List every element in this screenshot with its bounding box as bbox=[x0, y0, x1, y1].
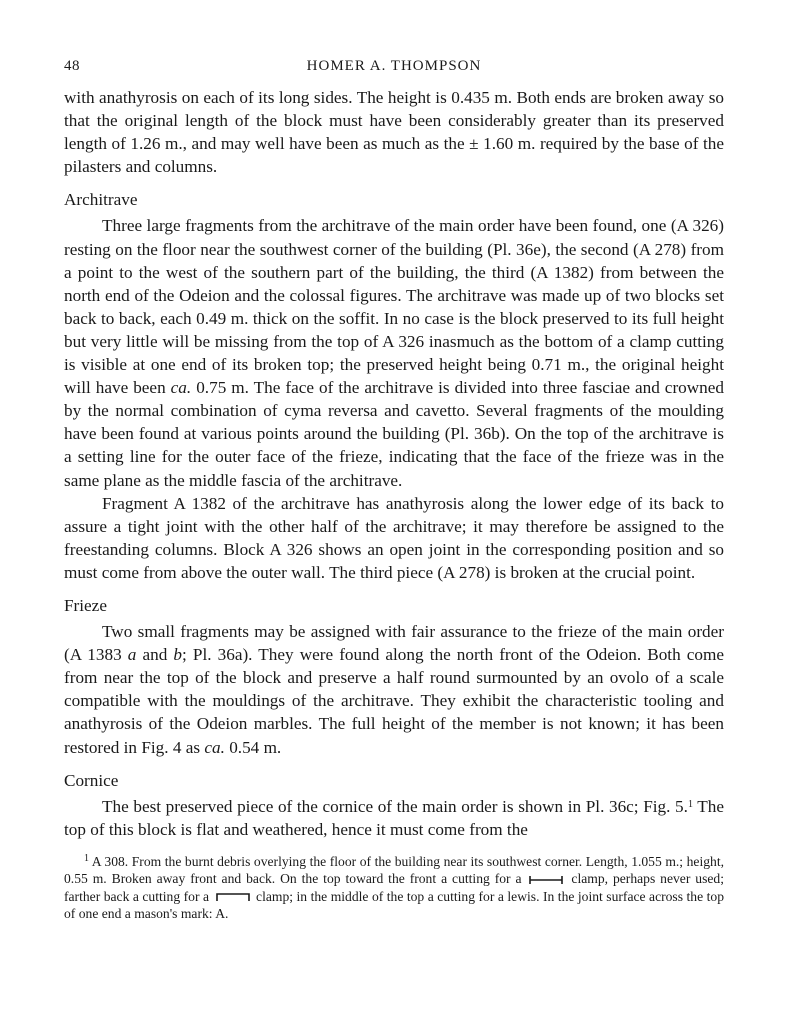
cornice-paragraph: The best preserved piece of the cornice of the main order is shown in Pl. 36c; Fig. 5.$^1$ The top of this block is flat and weathered, hence it must come from the bbox=[64, 796, 724, 839]
section-heading-architrave: Architrave bbox=[64, 190, 138, 210]
footnote-reference[interactable]: 1 bbox=[687, 798, 693, 810]
section-heading-frieze: Frieze bbox=[64, 595, 107, 615]
double-t-clamp-icon bbox=[528, 875, 564, 885]
page bbox=[64, 58, 724, 922]
page-number: 48 bbox=[64, 58, 80, 74]
footnote-marker: 1 bbox=[84, 852, 89, 864]
architrave-paragraph-1: Three large fragments from the architrave of the main order have been found, one (A 326) resting on the floor near the southwest corner of the building (Pl. 36e), the second (A 278) from a point to the west of the southern part of the building, the third (A 1382) from between the north end of the Odeion and the colossal figures. The architrave was made up of two blocks set back to back, each 0.49 m. thick on the soffit. In no case is the block preserved to its full height but very little will be missing from the top of A 326 inasmuch as the bottom of a clamp cutting is visible at one end of its broken top; the preserved height being 0.71 m., the original height will have been ca. 0.75 m. The face of the architrave is divided into three fasciae and crowned by the normal combination of cyma reversa and cavetto. Several fragments of the moulding have been found at various points around the building (Pl. 36b). On the top of the architrave is a setting line for the outer face of the frieze, indicating that the face of the frieze was in the same plane as the middle fascia of the architrave. bbox=[64, 216, 724, 490]
pi-clamp-icon bbox=[215, 892, 251, 902]
running-header bbox=[64, 58, 724, 86]
footnotes bbox=[64, 853, 724, 922]
footnote-1: $^1$ A 308. From the burnt debris overlying the floor of the building near its southwest corner. Length, 1.055 m.; height, 0.55 m. Broken away front and back. On the top toward the front a cutting for a clamp, perhaps never used; farther back a cutting for a clamp; in the middle of the top a cutting for a lewis. In the joint surface across the top of one end a mason's mark: A. bbox=[64, 852, 724, 921]
running-head-author: HOMER A. THOMPSON bbox=[306, 58, 482, 74]
section-heading-cornice: Cornice bbox=[64, 770, 119, 790]
architrave-paragraph-2: Fragment A 1382 of the architrave has anathyrosis along the lower edge of its back to assure a tight joint with the other half of the architrave; it may therefore be assigned to the freestanding columns. Block A 326 shows an open joint in the corresponding position and so must come from above the outer wall. The third piece (A 278) is broken at the crucial point. bbox=[64, 493, 724, 582]
frieze-paragraph: Two small fragments may be assigned with fair assurance to the frieze of the main order (A 1383 a and b; Pl. 36a). They were found along the north front of the Odeion. Both come from near the top of the block and preserve a half round surmounted by an ovolo of a scale compatible with the mouldings of the architrave. They exhibit the characteristic tooling and anathyrosis of the Odeion marbles. The full height of the member is not known; it has been restored in Fig. 4 as ca. 0.54 m. bbox=[64, 622, 725, 757]
intro-paragraph: with anathyrosis on each of its long sides. The height is 0.435 m. Both ends are broken away so that the original length of the block must have been considerably greater than its preserved length of 1.26 m., and may well have been as much as the ± 1.60 m. required by the base of the pilasters and columns. bbox=[64, 88, 724, 177]
